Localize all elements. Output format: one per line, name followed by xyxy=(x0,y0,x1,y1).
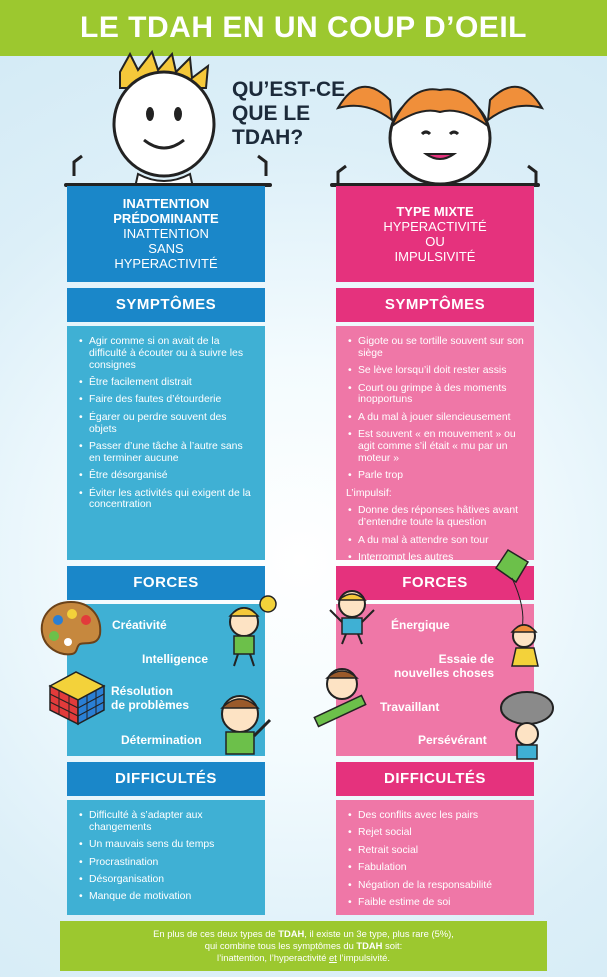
list-item: • Fabulation xyxy=(358,862,526,874)
list-item: • Gigote ou se tortille souvent sur son siège xyxy=(358,336,526,360)
difficulties-list-right xyxy=(336,800,534,915)
footer-line xyxy=(60,952,547,964)
list-item: • Retrait social xyxy=(358,845,526,857)
list-item: • Procrastination xyxy=(89,857,257,869)
list-item: • Passer d’une tâche à l’autre sans en terminer aucune xyxy=(89,441,257,465)
list-item: • A du mal à jouer silencieusement xyxy=(358,412,526,424)
rubiks-cube-icon xyxy=(46,668,108,726)
force-item: Créativité xyxy=(112,618,167,632)
type-sub-line: OU xyxy=(425,234,445,249)
question-line: TDAH? xyxy=(232,126,304,149)
kite-girl-illustration xyxy=(486,548,552,678)
symptoms-heading-left: SYMPTÔMES xyxy=(67,288,265,322)
list-item: • Difficulté à s’adapter aux changements xyxy=(89,810,257,834)
child-lifting-rock-illustration xyxy=(498,690,556,762)
jumping-child-illustration xyxy=(328,588,376,646)
type-title-line: INATTENTION xyxy=(122,196,210,211)
force-item: Intelligence xyxy=(142,652,209,666)
footer-tdah: TDAH xyxy=(278,928,305,939)
footer-text: , il existe un 3e type, plus rare (5%), xyxy=(304,928,454,939)
list-item: • Interrompt les autres xyxy=(358,552,526,564)
list-item: • Égarer ou perdre souvent des objets xyxy=(89,412,257,436)
type-title-line: PRÉDOMINANTE xyxy=(113,211,219,226)
difficulties-heading-right: DIFFICULTÉS xyxy=(336,762,534,796)
forces-heading-right: FORCES xyxy=(336,566,534,600)
question-heading xyxy=(232,78,382,150)
type-sub-line: HYPERACTIVITÉ xyxy=(383,219,487,234)
type-box-mixed xyxy=(336,186,534,282)
list-item: • Se lève lorsqu’il doit rester assis xyxy=(358,365,526,377)
list-item: • Parle trop xyxy=(358,470,526,482)
force-item: Travaillant xyxy=(380,700,440,714)
thinking-child-lightbulb-illustration xyxy=(218,592,280,668)
list-item: • Être désorganisé xyxy=(89,470,257,482)
question-line: QU’EST-CE xyxy=(232,78,346,101)
list-item: • Faible estime de soi xyxy=(358,897,526,909)
list-item: • Être facilement distrait xyxy=(89,377,257,389)
footer-text: l’impulsivité. xyxy=(336,952,390,963)
symptoms-list-left xyxy=(67,326,265,560)
footer-text: qui combine tous les symptômes du xyxy=(204,940,357,951)
type-sub-line: SANS xyxy=(148,241,184,256)
force-item: Résolution de problèmes xyxy=(111,684,190,712)
force-item: Essaie de nouvelles choses xyxy=(393,652,494,680)
difficulties-heading-left: DIFFICULTÉS xyxy=(67,762,265,796)
list-item: • A du mal à attendre son tour xyxy=(358,535,526,547)
symptoms-list-right xyxy=(336,326,534,563)
waving-child-illustration xyxy=(210,690,276,758)
impulsive-label: L’impulsif: xyxy=(346,487,392,499)
force-item: Persévérant xyxy=(418,733,487,747)
footer-text: l’inattention, l’hyperactivité xyxy=(216,952,330,963)
type-sub-line: INATTENTION xyxy=(123,226,209,241)
list-item: • Négation de la responsabilité xyxy=(358,880,526,892)
type-sub-line: IMPULSIVITÉ xyxy=(394,249,476,264)
type-title-line: TYPE MIXTE xyxy=(396,204,474,219)
list-item: • Est souvent « en mouvement » ou agit comme s’il était « mu par un moteur » xyxy=(358,429,526,464)
list-item: • Agir comme si on avait de la difficulté à écouter ou à suivre les consignes xyxy=(89,336,257,371)
list-item: • Faire des fautes d’étourderie xyxy=(89,394,257,406)
child-with-pencil-illustration xyxy=(312,662,372,732)
banner-title: LE TDAH EN UN COUP D’OEIL xyxy=(0,0,607,56)
list-item: • Donne des réponses hâtives avant d’entendre toute la question xyxy=(358,505,526,529)
list-item: • Des conflits avec les pairs xyxy=(358,810,526,822)
footer-tdah: TDAH xyxy=(356,940,383,951)
paint-palette-icon xyxy=(38,598,104,660)
force-item: Détermination xyxy=(121,733,202,747)
list-item: • Court ou grimpe à des moments inopportuns xyxy=(358,383,526,407)
force-item: Énergique xyxy=(391,618,450,632)
footer-line xyxy=(60,928,547,940)
list-item: • Manque de motivation xyxy=(89,891,257,903)
footer-et: et xyxy=(329,952,337,963)
difficulties-list-left xyxy=(67,800,265,915)
footer-note xyxy=(60,921,547,971)
question-line: QUE LE xyxy=(232,102,311,125)
type-box-inattention xyxy=(67,186,265,282)
list-item: • Rejet social xyxy=(358,827,526,839)
list-item: • Désorganisation xyxy=(89,874,257,886)
footer-text: soit: xyxy=(382,940,403,951)
forces-heading-left: FORCES xyxy=(67,566,265,600)
type-sub-line: HYPERACTIVITÉ xyxy=(114,256,218,271)
list-item: • Éviter les activités qui exigent de la concentration xyxy=(89,488,257,512)
footer-line xyxy=(60,940,547,952)
footer-text: En plus de ces deux types de xyxy=(153,928,279,939)
symptoms-heading-right: SYMPTÔMES xyxy=(336,288,534,322)
list-item: • Un mauvais sens du temps xyxy=(89,839,257,851)
